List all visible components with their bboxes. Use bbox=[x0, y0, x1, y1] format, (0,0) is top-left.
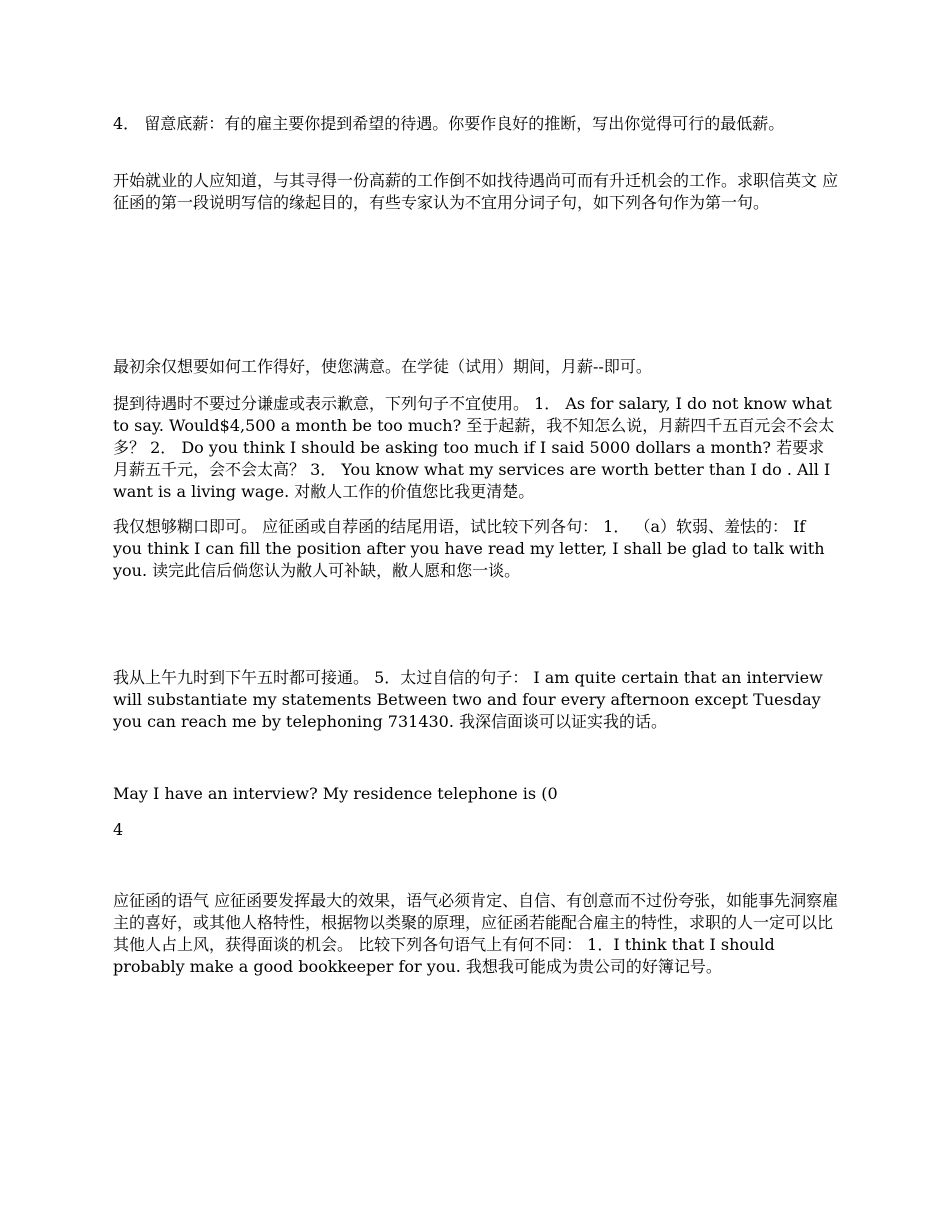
paragraph-letter-tone: 应征函的语气 应征函要发挥最大的效果，语气必须肯定、自信、有创意而不过份夸张，如能事先洞察雇主的喜好，或其他人格特性，根据物以类聚的原理，应征函若能配合雇主的特性，求职的人一定可以比其他人占上风，获得面谈的机会。 比较下列各句语气上有何不同： 1．I think that I should probably make a good bookkeeper for you. 我想我可能成为贵公司的好簿记号。 bbox=[113, 891, 839, 976]
paragraph-apprentice-salary: 最初余仅想要如何工作得好，使您满意。在学徒（试用）期间，月薪--即可。 bbox=[113, 357, 652, 376]
paragraph-salary-modesty: 提到待遇时不要过分谦虚或表示歉意，下列句子不宜使用。 1． As for salary, I do not know what to say. Would$4,500 a month be too much? 至于起薪，我不知怎么说，月薪四千五百元会不会太多？ 2． Do you think I should be asking too much if I said 5000 dollars a month? 若要求月薪五千元，会不会太高？ 3． You know what my services are worth better than I do . All I want is a living wage. 对敝人工作的价值您比我更清楚。 bbox=[113, 394, 835, 501]
paragraph-fragment: 4 bbox=[113, 820, 124, 839]
paragraph-salary-minimum: 4． 留意底薪：有的雇主要你提到希望的待遇。你要作良好的推断，写出你觉得可行的最低薪。 bbox=[113, 114, 785, 133]
paragraph-overconfident: 我从上午九时到下午五时都可接通。 5．太过自信的句子： I am quite certain that an interview will substantiate my statements Between two and four every afternoon except Tuesday you can reach me by telephoning 731430. 我深信面谈可以证实我的话。 bbox=[113, 668, 823, 731]
paragraph-closing-phrases: 我仅想够糊口即可。 应征函或自荐函的结尾用语，试比较下列各句： 1． （a）软弱、羞怯的： If you think I can fill the position after you have read my letter, I shall be glad to talk with you. 读完此信后倘您认为敝人可补缺，敝人愿和您一谈。 bbox=[113, 517, 825, 580]
paragraph-career-advice: 开始就业的人应知道，与其寻得一份高薪的工作倒不如找待遇尚可而有升迁机会的工作。求职信英文 应征函的第一段说明写信的缘起目的，有些专家认为不宜用分词子句，如下列各句作为第一句。 bbox=[113, 171, 839, 212]
paragraph-interview-request: May I have an interview? My residence telephone is (0 bbox=[113, 784, 558, 803]
